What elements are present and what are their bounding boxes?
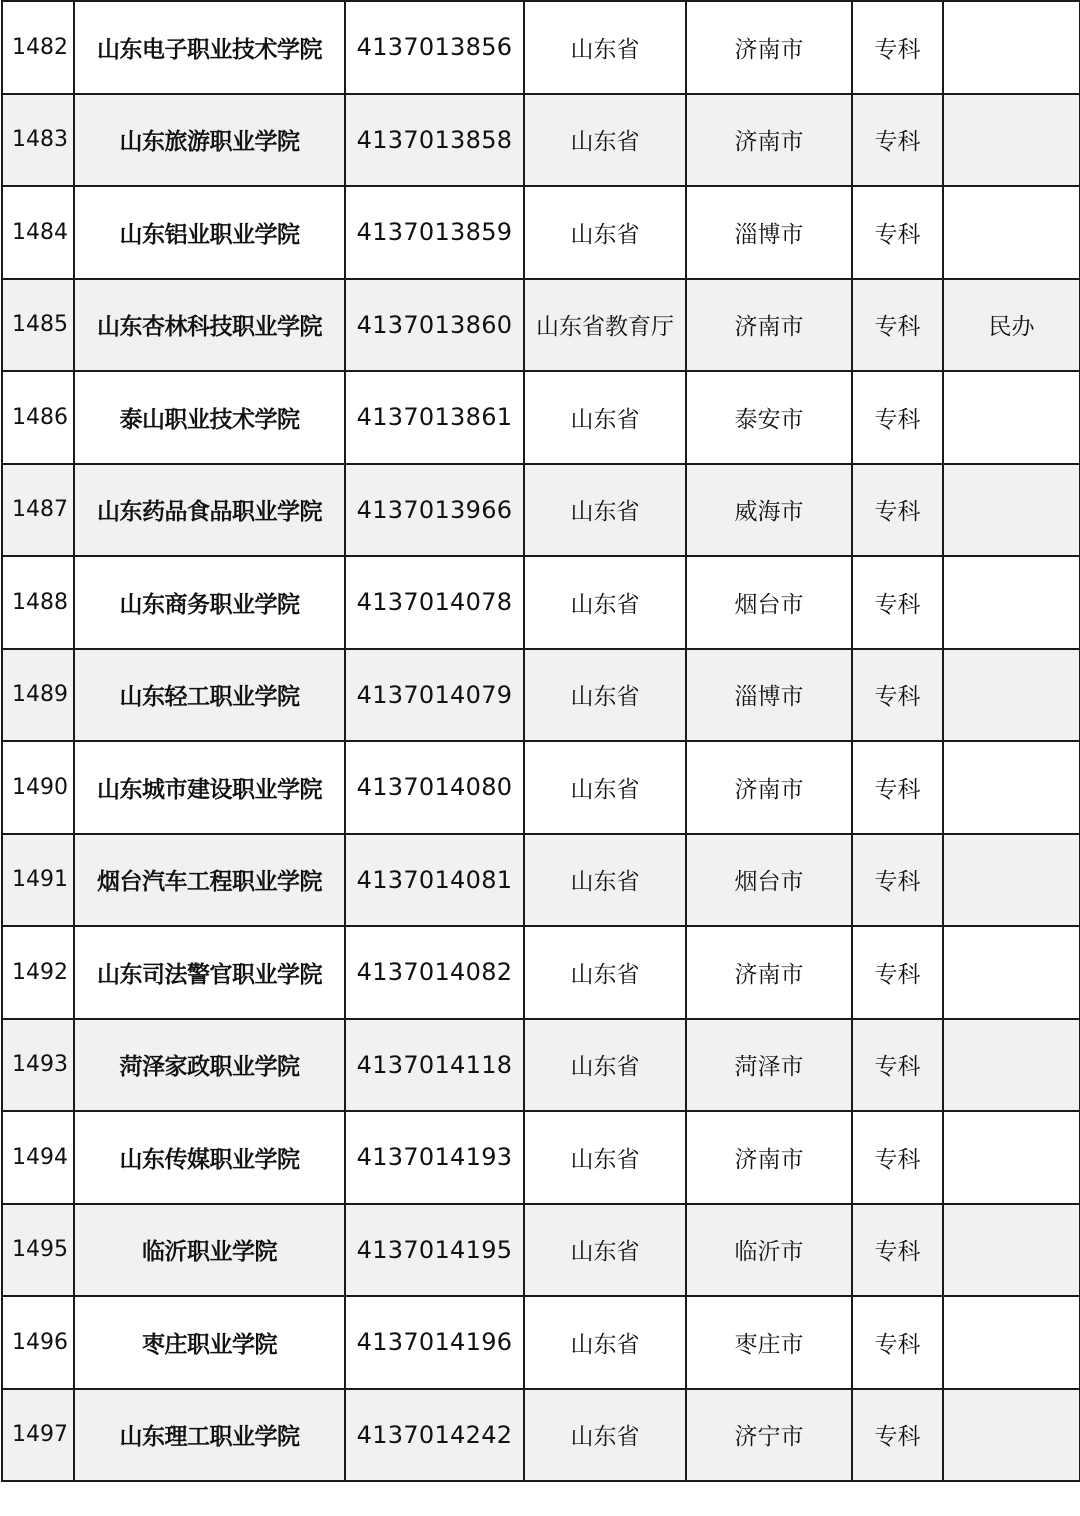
row-number: 1496 xyxy=(2,1296,74,1389)
governing-department: 山东省 xyxy=(524,1,686,94)
education-level: 专科 xyxy=(852,741,943,834)
city: 威海市 xyxy=(686,464,852,557)
remarks xyxy=(943,926,1080,1019)
city: 淄博市 xyxy=(686,186,852,279)
college-code: 4137014080 xyxy=(345,741,524,834)
college-name: 枣庄职业学院 xyxy=(74,1296,345,1389)
education-level: 专科 xyxy=(852,371,943,464)
college-table-body xyxy=(2,1,1080,1481)
remarks xyxy=(943,94,1080,187)
row-number: 1487 xyxy=(2,464,74,557)
city: 烟台市 xyxy=(686,556,852,649)
education-level: 专科 xyxy=(852,649,943,742)
college-name: 山东电子职业技术学院 xyxy=(74,1,345,94)
row-number: 1482 xyxy=(2,1,74,94)
education-level: 专科 xyxy=(852,186,943,279)
city: 济南市 xyxy=(686,1111,852,1204)
governing-department: 山东省 xyxy=(524,464,686,557)
remarks xyxy=(943,1019,1080,1112)
college-name: 山东理工职业学院 xyxy=(74,1389,345,1482)
college-name: 山东司法警官职业学院 xyxy=(74,926,345,1019)
college-name: 烟台汽车工程职业学院 xyxy=(74,834,345,927)
college-code: 4137014242 xyxy=(345,1389,524,1482)
college-name: 山东铝业职业学院 xyxy=(74,186,345,279)
college-name: 临沂职业学院 xyxy=(74,1204,345,1297)
remarks xyxy=(943,649,1080,742)
education-level: 专科 xyxy=(852,1204,943,1297)
remarks: 民办 xyxy=(943,279,1080,372)
education-level: 专科 xyxy=(852,1389,943,1482)
remarks xyxy=(943,1389,1080,1482)
college-code: 4137014118 xyxy=(345,1019,524,1112)
governing-department: 山东省 xyxy=(524,94,686,187)
table-row xyxy=(2,926,1080,1019)
college-name: 山东商务职业学院 xyxy=(74,556,345,649)
remarks xyxy=(943,186,1080,279)
education-level: 专科 xyxy=(852,94,943,187)
table-row xyxy=(2,1,1080,94)
city: 临沂市 xyxy=(686,1204,852,1297)
row-number: 1485 xyxy=(2,279,74,372)
college-name: 山东杏林科技职业学院 xyxy=(74,279,345,372)
governing-department: 山东省 xyxy=(524,834,686,927)
city: 济南市 xyxy=(686,1,852,94)
governing-department: 山东省 xyxy=(524,186,686,279)
governing-department: 山东省 xyxy=(524,1296,686,1389)
governing-department: 山东省 xyxy=(524,1389,686,1482)
row-number: 1494 xyxy=(2,1111,74,1204)
governing-department: 山东省 xyxy=(524,1204,686,1297)
education-level: 专科 xyxy=(852,556,943,649)
city: 济南市 xyxy=(686,94,852,187)
college-code: 4137014196 xyxy=(345,1296,524,1389)
table-row xyxy=(2,1111,1080,1204)
college-code: 4137013966 xyxy=(345,464,524,557)
college-code: 4137014195 xyxy=(345,1204,524,1297)
governing-department: 山东省 xyxy=(524,926,686,1019)
college-code: 4137013860 xyxy=(345,279,524,372)
row-number: 1488 xyxy=(2,556,74,649)
remarks xyxy=(943,741,1080,834)
education-level: 专科 xyxy=(852,1111,943,1204)
table-row xyxy=(2,1389,1080,1482)
college-name: 山东传媒职业学院 xyxy=(74,1111,345,1204)
row-number: 1492 xyxy=(2,926,74,1019)
table-row xyxy=(2,649,1080,742)
governing-department: 山东省 xyxy=(524,1019,686,1112)
table-row xyxy=(2,556,1080,649)
remarks xyxy=(943,1,1080,94)
college-name: 菏泽家政职业学院 xyxy=(74,1019,345,1112)
governing-department: 山东省 xyxy=(524,741,686,834)
college-code: 4137013861 xyxy=(345,371,524,464)
table-row xyxy=(2,279,1080,372)
row-number: 1489 xyxy=(2,649,74,742)
row-number: 1495 xyxy=(2,1204,74,1297)
table-row xyxy=(2,834,1080,927)
table-row xyxy=(2,741,1080,834)
table-row xyxy=(2,1019,1080,1112)
college-name: 山东轻工职业学院 xyxy=(74,649,345,742)
remarks xyxy=(943,464,1080,557)
row-number: 1484 xyxy=(2,186,74,279)
table-row xyxy=(2,186,1080,279)
city: 济南市 xyxy=(686,741,852,834)
row-number: 1497 xyxy=(2,1389,74,1482)
governing-department: 山东省 xyxy=(524,649,686,742)
college-code: 4137014082 xyxy=(345,926,524,1019)
row-number: 1491 xyxy=(2,834,74,927)
education-level: 专科 xyxy=(852,279,943,372)
row-number: 1490 xyxy=(2,741,74,834)
college-name: 泰山职业技术学院 xyxy=(74,371,345,464)
governing-department: 山东省 xyxy=(524,371,686,464)
college-code: 4137013856 xyxy=(345,1,524,94)
education-level: 专科 xyxy=(852,1296,943,1389)
college-code: 4137013859 xyxy=(345,186,524,279)
row-number: 1486 xyxy=(2,371,74,464)
row-number: 1493 xyxy=(2,1019,74,1112)
college-table xyxy=(1,0,1080,1482)
remarks xyxy=(943,834,1080,927)
table-row xyxy=(2,1296,1080,1389)
city: 泰安市 xyxy=(686,371,852,464)
remarks xyxy=(943,556,1080,649)
city: 淄博市 xyxy=(686,649,852,742)
education-level: 专科 xyxy=(852,464,943,557)
education-level: 专科 xyxy=(852,926,943,1019)
table-row xyxy=(2,371,1080,464)
college-code: 4137014081 xyxy=(345,834,524,927)
college-code: 4137014078 xyxy=(345,556,524,649)
education-level: 专科 xyxy=(852,834,943,927)
remarks xyxy=(943,1111,1080,1204)
table-row xyxy=(2,94,1080,187)
table-row xyxy=(2,464,1080,557)
city: 菏泽市 xyxy=(686,1019,852,1112)
city: 济宁市 xyxy=(686,1389,852,1482)
remarks xyxy=(943,371,1080,464)
city: 烟台市 xyxy=(686,834,852,927)
education-level: 专科 xyxy=(852,1,943,94)
education-level: 专科 xyxy=(852,1019,943,1112)
city: 枣庄市 xyxy=(686,1296,852,1389)
college-name: 山东药品食品职业学院 xyxy=(74,464,345,557)
remarks xyxy=(943,1296,1080,1389)
college-code: 4137014079 xyxy=(345,649,524,742)
governing-department: 山东省 xyxy=(524,1111,686,1204)
governing-department: 山东省教育厅 xyxy=(524,279,686,372)
college-code: 4137013858 xyxy=(345,94,524,187)
college-code: 4137014193 xyxy=(345,1111,524,1204)
city: 济南市 xyxy=(686,926,852,1019)
table-row xyxy=(2,1204,1080,1297)
row-number: 1483 xyxy=(2,94,74,187)
college-name: 山东城市建设职业学院 xyxy=(74,741,345,834)
college-name: 山东旅游职业学院 xyxy=(74,94,345,187)
governing-department: 山东省 xyxy=(524,556,686,649)
city: 济南市 xyxy=(686,279,852,372)
remarks xyxy=(943,1204,1080,1297)
